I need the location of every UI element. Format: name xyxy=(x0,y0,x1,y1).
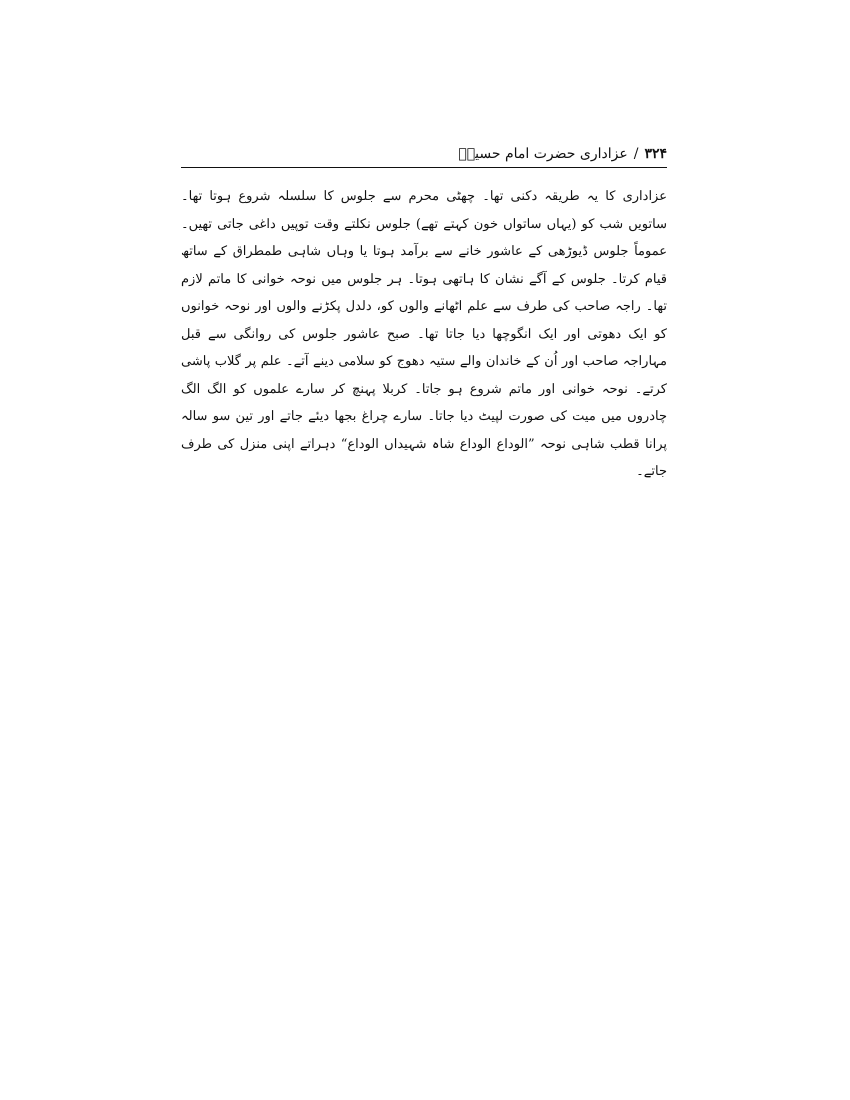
header-rule xyxy=(181,167,667,168)
body-paragraph: عزاداری کا یہ طریقہ دکنی تھا۔ چھٹی محرم سے جلوس کا سلسلہ شروع ہوتا تھا۔ ساتویں شب کو (یہاں ساتواں خون کہتے تھے) جلوس نکلتے وقت توپیں داغی جاتی تھیں۔ عموماً جلوس ڈیوڑھی کے عاشور خانے سے برآمد ہوتا یا وہاں شاہی طمطراق کے ساتھ قیام کرتا۔ جلوس کے آگے نشان کا ہاتھی ہوتا۔ ہر جلوس میں نوحہ خوانی کا ماتم لازم تھا۔ راجہ صاحب کی طرف سے علم اٹھانے والوں کو، دلدل پکڑنے والوں اور نوحہ خوانوں کو ایک دھوتی اور ایک انگوچھا دیا جاتا تھا۔ صبح عاشور جلوس کی روانگی سے قبل مہاراجہ صاحب اور اُن کے خاندان والے ستیہ دھوج کو سلامی دینے آتے۔ علم پر گلاب پاشی کرتے۔ نوحہ خوانی اور ماتم شروع ہو جاتا۔ کربلا پہنچ کر سارے علموں کو الگ الگ چادروں میں میت کی صورت لپیٹ دیا جاتا۔ سارے چراغ بجھا دیئے جاتے اور تین سو سالہ پرانا قطب شاہی نوحہ ”الوداع الوداع شاہ شہیداں الوداع“ دہراتے اپنی منزل کی طرف جاتے۔ xyxy=(181,189,667,479)
running-title: عزاداری حضرت امام حسینؑ xyxy=(458,146,628,162)
page-number: ۳۲۴ xyxy=(644,146,667,162)
running-header xyxy=(181,143,667,165)
header-separator: / xyxy=(633,146,639,162)
